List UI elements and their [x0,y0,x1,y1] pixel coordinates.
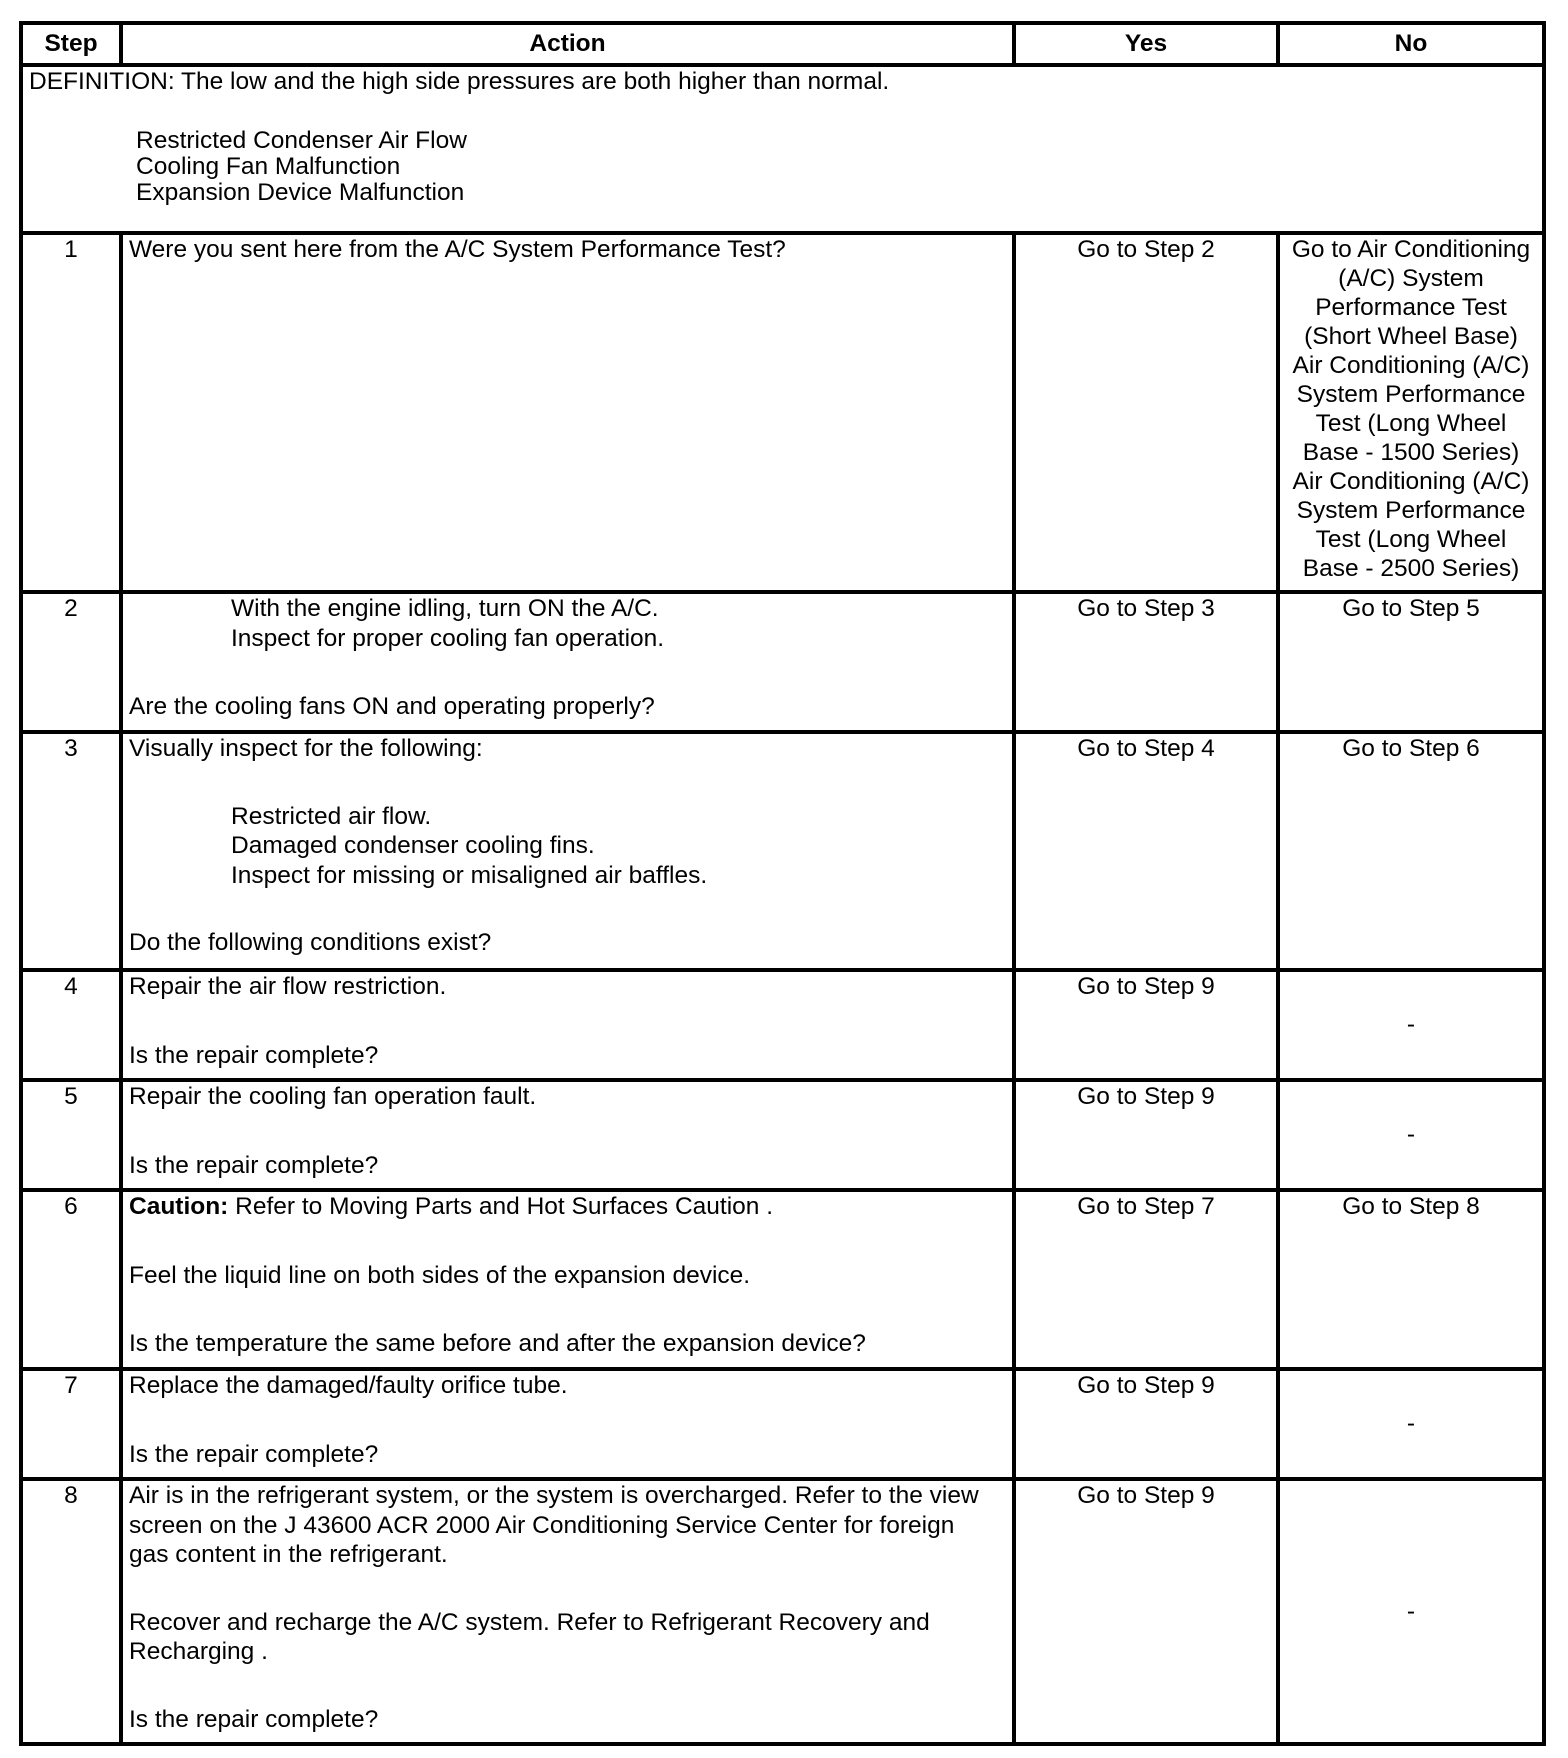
action-cell [121,592,1014,732]
action-question: Do the following conditions exist? [129,929,492,956]
table-row [21,233,1544,592]
header-action: Action [121,23,1014,65]
yes-cell: Go to Step 9 [1014,970,1278,1080]
table-row [21,1369,1544,1479]
no-link-line: System Performance [1296,381,1526,408]
table-row [21,1479,1544,1744]
step-number: 2 [21,592,121,732]
no-link-line: Air Conditioning (A/C) [1292,468,1530,495]
action-question: Were you sent here from the A/C System Performance Test? [129,236,786,263]
no-link-line: Base - 1500 Series) [1302,439,1520,466]
action-question: Is the repair complete? [129,1440,379,1468]
action-question: Is the repair complete? [129,1705,379,1733]
action-instruction: Feel the liquid line on both sides of the expansion device. [129,1261,751,1289]
yes-cell: Go to Step 9 [1014,1369,1278,1479]
yes-cell: Go to Step 7 [1014,1190,1278,1369]
action-cell [121,233,1014,592]
no-cell: - [1278,1369,1544,1479]
action-instruction: screen on the J 43600 ACR 2000 Air Conditioning Service Center for foreign [129,1511,955,1539]
step-number: 3 [21,732,121,970]
definition-cause: Restricted Condenser Air Flow [136,126,467,154]
no-cell: - [1278,1479,1544,1744]
action-instruction: Visually inspect for the following: [129,735,483,762]
action-instruction: gas content in the refrigerant. [129,1541,448,1568]
action-checklist-item: Restricted air flow. [231,802,432,830]
step-number: 8 [21,1479,121,1744]
action-question: Is the temperature the same before and after the expansion device? [129,1330,866,1357]
no-link-line: Air Conditioning (A/C) [1292,352,1530,379]
step-number: 7 [21,1369,121,1479]
action-cell [121,732,1014,970]
table-row [21,1080,1544,1190]
header-no: No [1278,23,1544,65]
action-instruction: Recover and recharge the A/C system. Refer to Refrigerant Recovery and [129,1608,930,1636]
header-step: Step [21,23,121,65]
action-checklist-item: Inspect for missing or misaligned air baffles. [231,861,708,889]
table-row [21,732,1544,970]
action-cell [121,1080,1014,1190]
table-row [21,1190,1544,1369]
no-cell: Go to Step 8 [1278,1190,1544,1369]
action-instruction: With the engine idling, turn ON the A/C. [231,595,659,622]
action-instruction: Air is in the refrigerant system, or the system is overcharged. Refer to the view [129,1482,979,1509]
action-question: Are the cooling fans ON and operating properly? [129,693,655,720]
no-cell: Go to Step 5 [1278,592,1544,732]
table-row [21,592,1544,732]
action-cell [121,1369,1014,1479]
header-row [21,23,1544,65]
yes-cell: Go to Step 9 [1014,1479,1278,1744]
action-cell [121,1479,1014,1744]
no-cell: Go to Step 6 [1278,732,1544,970]
yes-cell: Go to Step 4 [1014,732,1278,970]
no-cell: - [1278,1080,1544,1190]
definition-row [21,65,1544,233]
action-question: Is the repair complete? [129,1041,379,1069]
action-cell [121,1190,1014,1369]
caution-text: Refer to Moving Parts and Hot Surfaces Caution . [228,1193,774,1220]
definition-text: DEFINITION: The low and the high side pressures are both higher than normal. [29,68,890,95]
step-number: 6 [21,1190,121,1369]
action-instruction: Recharging . [129,1638,268,1665]
action-cell [121,970,1014,1080]
action-instruction: Replace the damaged/faulty orifice tube. [129,1372,568,1399]
no-link-line: Base - 2500 Series) [1302,555,1520,582]
step-number: 5 [21,1080,121,1190]
definition-cause: Cooling Fan Malfunction [136,152,401,180]
yes-cell: Go to Step 3 [1014,592,1278,732]
no-link-line: Go to Air Conditioning [1291,236,1531,263]
action-instruction: Repair the cooling fan operation fault. [129,1083,537,1110]
no-link-line: Test (Long Wheel [1315,410,1507,437]
table-row [21,970,1544,1080]
action-instruction: Inspect for proper cooling fan operation. [231,624,665,652]
no-link-line: (Short Wheel Base) [1304,323,1518,350]
action-question: Is the repair complete? [129,1151,379,1179]
definition-cell [21,65,1544,233]
no-link-line: System Performance [1296,497,1526,524]
header-yes: Yes [1014,23,1278,65]
caution-label: Caution: [129,1193,229,1220]
no-link-line: Test (Long Wheel [1315,526,1507,553]
action-checklist-item: Damaged condenser cooling fins. [231,832,595,859]
action-instruction: Repair the air flow restriction. [129,973,447,1000]
no-link-line: Performance Test [1315,294,1507,321]
step-number: 4 [21,970,121,1080]
diagnostic-table [19,21,1546,1746]
definition-cause: Expansion Device Malfunction [136,178,465,206]
step-number: 1 [21,233,121,592]
no-link-line: (A/C) System [1338,265,1484,292]
no-cell [1278,233,1544,592]
caution-note [129,1192,1006,1222]
yes-cell: Go to Step 9 [1014,1080,1278,1190]
yes-cell: Go to Step 2 [1014,233,1278,592]
no-cell: - [1278,970,1544,1080]
